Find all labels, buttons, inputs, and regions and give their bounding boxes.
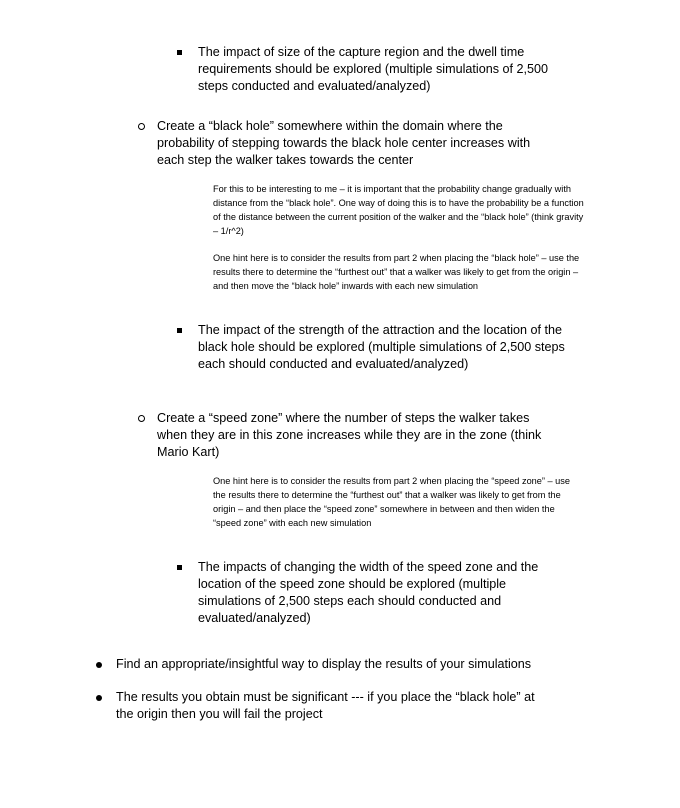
list-item-black-hole <box>138 118 547 169</box>
list-item-text: The impact of size of the capture region and the dwell time requirements should be explored (multiple simulations of 2,500 steps conducted and evaluated/analyzed) <box>198 45 549 93</box>
list-item-text: Create a “black hole” somewhere within the domain where the probability of stepping towards the black hole center increases with each step the walker takes towards the center <box>157 119 531 167</box>
note-black-hole-hint: One hint here is to consider the results from part 2 when placing the “black hole” – use the results there to determine the “furthest out” that a walker was likely to get from the origin – and then move the “black hole” inwards with each new simulation <box>213 253 580 291</box>
list-item-speed-zone <box>138 410 552 461</box>
list-item-text: Create a “speed zone” where the number of steps the walker takes when they are in this zone increases while they are in the zone (think Mario Kart) <box>157 411 542 459</box>
list-item-attraction-strength <box>177 322 568 373</box>
circle-bullet-icon <box>138 415 145 422</box>
list-item-text: The results you obtain must be significant --- if you place the “black hole” at the origin then you will fail the project <box>116 690 535 721</box>
circle-bullet-icon <box>138 123 145 130</box>
note-speed-zone-hint: One hint here is to consider the results from part 2 when placing the “speed zone” – use the results there to determine the “furthest out” that a walker was likely to get from the origin – and then place the “speed zone” somewhere in between and then widen the “speed zone” with each new simulation <box>213 476 570 528</box>
list-item-text: Find an appropriate/insightful way to display the results of your simulations <box>116 657 532 671</box>
dot-bullet-icon <box>96 695 102 701</box>
dot-bullet-icon <box>96 662 102 668</box>
list-item-speed-zone-width <box>177 559 548 627</box>
list-item-text: The impact of the strength of the attraction and the location of the black hole should be explored (multiple simulations of 2,500 steps each should conducted and evaluated/analyzed) <box>198 323 565 371</box>
square-bullet-icon <box>177 328 182 333</box>
square-bullet-icon <box>177 565 182 570</box>
list-item-capture-region <box>177 44 563 95</box>
note-gravity: For this to be interesting to me – it is important that the probability change gradually with distance from the “black hole”. One way of doing this is to have the probability be a function of the distance between the current position of the walker and the “black hole” (think gravity – 1/r^2) <box>213 184 584 236</box>
list-item-display-results <box>96 656 576 673</box>
list-item-significant-results <box>96 689 546 723</box>
square-bullet-icon <box>177 50 182 55</box>
list-item-text: The impacts of changing the width of the speed zone and the location of the speed zone should be explored (multiple simulations of 2,500 steps each should conducted and evaluated/analyzed) <box>198 560 539 625</box>
